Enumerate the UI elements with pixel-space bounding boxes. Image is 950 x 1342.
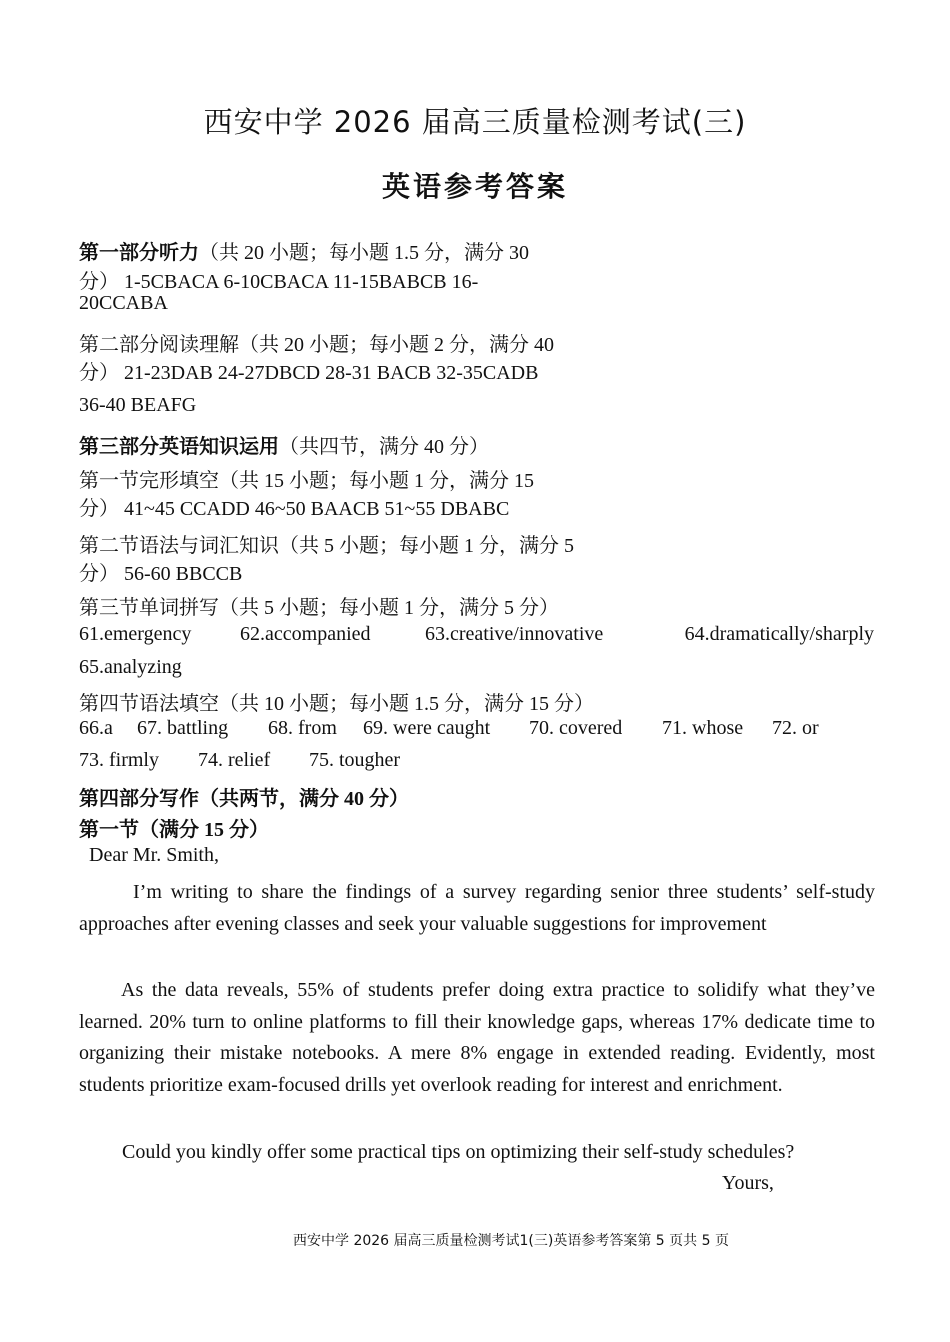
part3-sec1-line1: 第一节完形填空（共 15 小题；每小题 1 分，满分 15 (79, 470, 534, 492)
answer-item: 74. relief (198, 749, 271, 771)
part4-heading: 第四部分写作（共两节，满分 40 分） (79, 788, 409, 810)
part1-line2: 分） 1-5CBACA 6-10CBACA 11-15BABCB 16- (79, 271, 479, 293)
part1-heading: 第一部分听力 (79, 242, 199, 264)
answer-item: 61.emergency (79, 623, 192, 645)
answer-item: 71. whose (662, 717, 744, 739)
part2-line1: 第二部分阅读理解（共 20 小题；每小题 2 分，满分 40 (79, 334, 554, 356)
answer-item: 62.accompanied (240, 623, 371, 645)
part4-sec1: 第一节（满分 15 分） (79, 819, 269, 841)
answer-item: 75. tougher (309, 749, 401, 771)
answer-item: 63.creative/innovative (425, 623, 604, 645)
part3-heading: 第三部分英语知识运用 (79, 436, 279, 458)
letter-salutation: Dear Mr. Smith, (89, 844, 219, 866)
answer-item: 69. were caught (363, 717, 491, 739)
letter-closing: Yours, (722, 1172, 774, 1194)
part3-sec1-line2: 分） 41~45 CCADD 46~50 BAACB 51~55 DBABC (79, 498, 510, 520)
page-footer: 西安中学 2026 届高三质量检测考试1(三)英语参考答案第 5 页共 5 页 (293, 1233, 729, 1249)
part3-sec2-line2: 分） 56-60 BBCCB (79, 563, 243, 585)
part1-line1 (79, 236, 529, 265)
letter-paragraph-3: Could you kindly offer some practical tips on optimizing their self-study schedules? (122, 1141, 795, 1163)
answer-item: 67. battling (137, 717, 229, 739)
answer-item: 73. firmly (79, 749, 159, 771)
part3-sec4-line1: 第四节语法填空（共 10 小题；每小题 1.5 分，满分 15 分） (79, 693, 594, 715)
answer-item: 68. from (268, 717, 337, 739)
part1-line3: 20CCABA (79, 292, 168, 314)
answer-item: 66.a (79, 717, 113, 739)
answer-item: 70. covered (529, 717, 623, 739)
document-subtitle: 英语参考答案 (381, 170, 568, 203)
part1-desc: （共 20 小题；每小题 1.5 分，满分 30 (199, 242, 529, 264)
part2-line2: 分） 21-23DAB 24-27DBCD 28-31 BACB 32-35CADB (79, 362, 539, 384)
part2-line3: 36-40 BEAFG (79, 394, 197, 416)
answer-item: 65.analyzing (79, 656, 182, 678)
part3-sec2-line1: 第二节语法与词汇知识（共 5 小题；每小题 1 分，满分 5 (79, 535, 574, 557)
part3-heading-line (79, 430, 489, 459)
part3-sec3-line1: 第三节单词拼写（共 5 小题；每小题 1 分，满分 5 分） (79, 597, 559, 619)
letter-paragraph-2: As the data reveals, 55% of students prefer doing extra practice to solidify what they’ve learned. 20% turn to online platforms to fill their knowledge gaps, whereas 17% dedicate time to organizing their mistake notebooks. A mere 8% engage in extended reading. Evidently, most students prioritize exam-focused drills yet overlook reading for interest and enrichment. (79, 979, 875, 1096)
document-title: 西安中学 2026 届高三质量检测考试(三) (203, 105, 747, 139)
letter-paragraph-1: I’m writing to share the findings of a survey regarding senior three students’ self-study approaches after evening classes and seek your valuable suggestions for improvement (79, 881, 875, 935)
part3-heading-desc: （共四节，满分 40 分） (279, 436, 489, 458)
answer-item: 64.dramatically/sharply (684, 623, 874, 645)
answer-item: 72. or (772, 717, 819, 739)
